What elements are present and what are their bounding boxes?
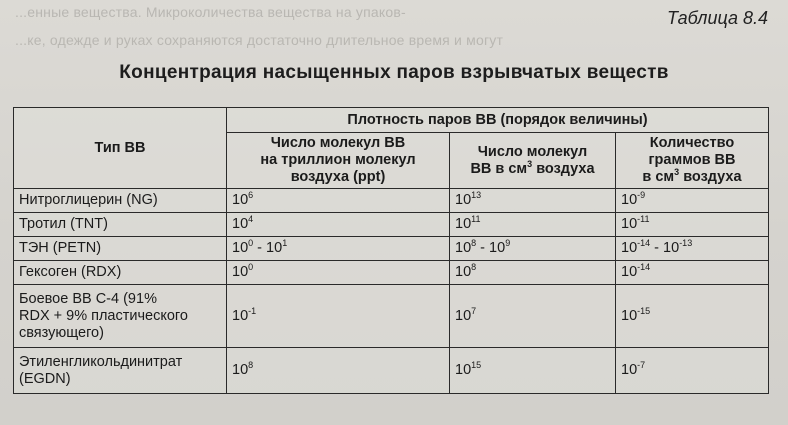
ppt-value-cell (227, 189, 450, 213)
grams-value-cell (616, 285, 769, 348)
molecules-value-cell (450, 285, 616, 348)
table-row (14, 261, 769, 285)
power-exponent: 7 (471, 305, 477, 316)
power-exponent: 8 (471, 262, 477, 272)
power-base: 10 (455, 362, 472, 378)
background-text-line: ...ке, одежде и руках сохраняются достаточно длительное время и могут (15, 32, 504, 48)
column-header-grams: Количество граммов ВВ в $см^3$ воздуха (616, 133, 769, 189)
power-base: 10 (266, 240, 283, 256)
explosive-name-cell (14, 189, 227, 213)
power-base: 10 (455, 264, 472, 280)
table-caption: Таблица 8.4 (666, 8, 768, 28)
power-base: 10 (621, 192, 638, 208)
column-header-ppt: Число молекул ВВ на триллион молекул воздуха (ppt) (227, 133, 450, 189)
explosive-name-line: связующего) (19, 324, 104, 341)
ppt-value-cell (227, 348, 450, 394)
molecules-value-cell (450, 189, 616, 213)
power-base: 10 (455, 192, 472, 208)
ppt-value-cell (227, 261, 450, 285)
power-base: 10 (621, 216, 638, 232)
power-exponent: -15 (637, 305, 651, 316)
power-exponent: 0 (248, 262, 254, 272)
vapor-density-table (13, 107, 769, 394)
header-row-group (14, 108, 769, 133)
power-base: 10 (621, 362, 638, 378)
power-exponent: -14 (637, 262, 651, 272)
column-header-group: Плотность паров ВВ (порядок величины) (227, 108, 769, 133)
explosive-name-line: ТЭН (PETN) (19, 240, 102, 256)
ppt-value-cell (227, 285, 450, 348)
power-exponent: 8 (471, 238, 477, 248)
power-exponent: 15 (471, 360, 482, 370)
table-row (14, 348, 769, 394)
power-exponent: 8 (248, 360, 254, 370)
explosive-name-line: Гексоген (RDX) (19, 264, 122, 280)
range-separator: - (650, 240, 664, 256)
molecules-value-cell (450, 237, 616, 261)
ppt-value-cell (227, 237, 450, 261)
explosive-name-line: Боевое ВВ С-4 (91% (19, 290, 157, 307)
explosive-name-cell (14, 213, 227, 237)
molecules-value-cell (450, 348, 616, 394)
power-base: 10 (621, 264, 638, 280)
grams-value-cell (616, 213, 769, 237)
power-exponent: -9 (637, 190, 646, 200)
table-row (14, 237, 769, 261)
power-base: 10 (232, 264, 249, 280)
power-base: 10 (455, 307, 472, 324)
explosive-name-cell (14, 237, 227, 261)
explosive-name-line: Тротил (TNT) (19, 216, 108, 232)
range-separator: - (476, 240, 490, 256)
table-row (14, 213, 769, 237)
power-base: 10 (232, 216, 249, 232)
power-base: 10 (489, 240, 506, 256)
explosive-name-line: (EGDN) (19, 370, 71, 387)
power-exponent: 6 (248, 190, 254, 200)
power-base: 10 (232, 240, 249, 256)
power-exponent: -11 (637, 214, 650, 224)
power-base: 10 (232, 307, 249, 324)
grams-value-cell (616, 189, 769, 213)
column-header-molecules: Число молекул ВВ в $см^3$ воздуха (450, 133, 616, 189)
power-exponent: 1 (282, 238, 288, 248)
power-base: 10 (455, 216, 472, 232)
background-text-line: ...енные вещества. Микроколичества вещества на упаков- (15, 4, 406, 20)
explosive-name-cell (14, 261, 227, 285)
range-separator: - (253, 240, 267, 256)
power-exponent: 0 (248, 238, 254, 248)
power-exponent: -13 (679, 238, 693, 248)
explosive-name-line: RDX + 9% пластического (19, 307, 188, 324)
ppt-value-cell (227, 213, 450, 237)
explosive-name-cell (14, 348, 227, 394)
molecules-value-cell (450, 261, 616, 285)
grams-value-cell (616, 237, 769, 261)
column-header-type: Тип ВВ (14, 108, 227, 189)
power-base: 10 (621, 240, 638, 256)
explosive-name-cell (14, 285, 227, 348)
power-base: 10 (663, 240, 680, 256)
explosive-name-line: Нитроглицерин (NG) (19, 192, 158, 208)
table-row (14, 285, 769, 348)
power-exponent: -14 (637, 238, 651, 248)
power-exponent: 9 (505, 238, 511, 248)
power-base: 10 (621, 307, 638, 324)
grams-value-cell (616, 348, 769, 394)
power-exponent: 11 (471, 214, 481, 224)
molecules-value-cell (450, 213, 616, 237)
power-exponent: 13 (471, 190, 482, 200)
power-exponent: -1 (248, 305, 257, 316)
table-title: Концентрация насыщенных паров взрывчатых веществ (119, 62, 669, 83)
table-row (14, 189, 769, 213)
power-base: 10 (232, 192, 249, 208)
power-base: 10 (455, 240, 472, 256)
power-base: 10 (232, 362, 249, 378)
power-exponent: 4 (248, 214, 254, 224)
power-exponent: -7 (637, 360, 646, 370)
grams-value-cell (616, 261, 769, 285)
explosive-name-line: Этиленгликольдинитрат (19, 353, 183, 370)
